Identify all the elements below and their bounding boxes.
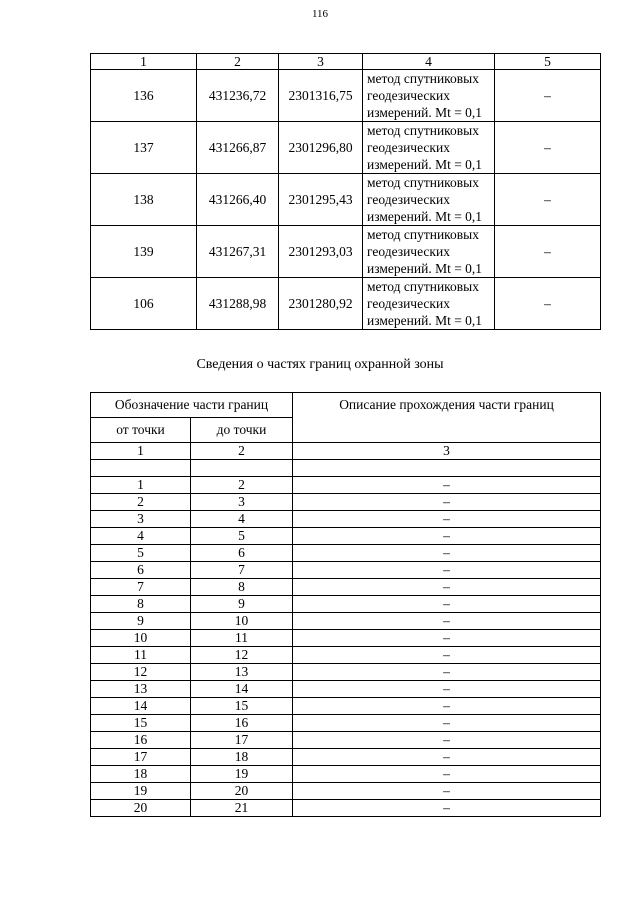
- coordinate-row: [91, 174, 601, 226]
- to-point: 9: [191, 596, 293, 613]
- from-point: 7: [91, 579, 191, 596]
- part-description: –: [293, 647, 601, 664]
- part-description: –: [293, 596, 601, 613]
- boundary-part-row: [91, 732, 601, 749]
- to-point: 14: [191, 681, 293, 698]
- boundary-part-row: [91, 800, 601, 817]
- coordinates-table: [90, 53, 601, 330]
- column-number: 4: [363, 54, 495, 70]
- boundary-part-row: [91, 613, 601, 630]
- boundary-part-row: [91, 545, 601, 562]
- method-line: метод спутниковых: [367, 227, 479, 242]
- coordinate-row: [91, 122, 601, 174]
- boundary-part-row: [91, 477, 601, 494]
- column-number: 2: [191, 443, 293, 460]
- boundary-part-row: [91, 579, 601, 596]
- method-line: метод спутниковых: [367, 175, 479, 190]
- to-point: 20: [191, 783, 293, 800]
- column-number: 1: [91, 443, 191, 460]
- boundary-part-row: [91, 766, 601, 783]
- parts-header-row: [91, 393, 601, 418]
- part-description: –: [293, 562, 601, 579]
- part-description: –: [293, 511, 601, 528]
- coordinate-x: 431267,31: [197, 226, 279, 278]
- to-point: 13: [191, 664, 293, 681]
- boundary-part-row: [91, 647, 601, 664]
- boundary-part-row: [91, 749, 601, 766]
- boundary-part-row: [91, 698, 601, 715]
- to-point: 12: [191, 647, 293, 664]
- section-title: Сведения о частях границ охранной зоны: [196, 357, 444, 372]
- part-description: –: [293, 477, 601, 494]
- header-from-point: от точки: [91, 418, 191, 443]
- part-description: –: [293, 698, 601, 715]
- to-point: 4: [191, 511, 293, 528]
- point-number: 139: [91, 226, 197, 278]
- from-point: 17: [91, 749, 191, 766]
- method-line: измерений. Mt = 0,1: [367, 209, 483, 224]
- part-description: –: [293, 528, 601, 545]
- boundary-part-row: [91, 511, 601, 528]
- column-number: 2: [197, 54, 279, 70]
- to-point: 2: [191, 477, 293, 494]
- part-description: –: [293, 783, 601, 800]
- from-point: 11: [91, 647, 191, 664]
- parts-column-numbers-row: [91, 443, 601, 460]
- from-point: 2: [91, 494, 191, 511]
- method-description: [363, 174, 495, 226]
- note: –: [495, 70, 601, 122]
- part-description: –: [293, 630, 601, 647]
- point-number: 137: [91, 122, 197, 174]
- from-point: 10: [91, 630, 191, 647]
- method-description: [363, 122, 495, 174]
- part-description: –: [293, 681, 601, 698]
- note: –: [495, 226, 601, 278]
- column-number: 3: [279, 54, 363, 70]
- boundary-parts-table: [90, 392, 601, 817]
- from-point: 8: [91, 596, 191, 613]
- method-line: геодезических: [367, 140, 450, 155]
- method-line: измерений. Mt = 0,1: [367, 261, 483, 276]
- note: –: [495, 174, 601, 226]
- from-point: 9: [91, 613, 191, 630]
- to-point: 18: [191, 749, 293, 766]
- method-line: метод спутниковых: [367, 279, 479, 294]
- method-description: [363, 226, 495, 278]
- to-point: 7: [191, 562, 293, 579]
- method-line: измерений. Mt = 0,1: [367, 313, 483, 328]
- coordinate-x: 431266,87: [197, 122, 279, 174]
- boundary-part-row: [91, 681, 601, 698]
- boundary-part-row: [91, 630, 601, 647]
- coordinate-y: 2301296,80: [279, 122, 363, 174]
- method-line: геодезических: [367, 192, 450, 207]
- boundary-part-row: [91, 664, 601, 681]
- to-point: 6: [191, 545, 293, 562]
- header-to-point: до точки: [191, 418, 293, 443]
- coordinates-header-row: [91, 54, 601, 70]
- coordinate-x: 431266,40: [197, 174, 279, 226]
- to-point: 19: [191, 766, 293, 783]
- to-point: 21: [191, 800, 293, 817]
- column-number: 3: [293, 443, 601, 460]
- part-description: –: [293, 800, 601, 817]
- part-description: –: [293, 732, 601, 749]
- from-point: 6: [91, 562, 191, 579]
- to-point: 11: [191, 630, 293, 647]
- part-description: –: [293, 494, 601, 511]
- from-point: 1: [91, 477, 191, 494]
- to-point: 3: [191, 494, 293, 511]
- coordinate-y: 2301293,03: [279, 226, 363, 278]
- coordinate-y: 2301295,43: [279, 174, 363, 226]
- to-point: 17: [191, 732, 293, 749]
- boundary-part-row: [91, 715, 601, 732]
- point-number: 138: [91, 174, 197, 226]
- coordinate-y: 2301280,92: [279, 278, 363, 330]
- coordinate-x: 431288,98: [197, 278, 279, 330]
- method-line: измерений. Mt = 0,1: [367, 105, 483, 120]
- coordinate-y: 2301316,75: [279, 70, 363, 122]
- to-point: 16: [191, 715, 293, 732]
- part-description: –: [293, 766, 601, 783]
- header-boundary-designation: Обозначение части границ: [91, 393, 293, 418]
- method-description: [363, 278, 495, 330]
- coordinate-row: [91, 70, 601, 122]
- part-description: –: [293, 715, 601, 732]
- coordinate-row: [91, 226, 601, 278]
- method-line: геодезических: [367, 244, 450, 259]
- from-point: 3: [91, 511, 191, 528]
- from-point: 14: [91, 698, 191, 715]
- boundary-part-row: [91, 596, 601, 613]
- from-point: 19: [91, 783, 191, 800]
- from-point: 5: [91, 545, 191, 562]
- point-number: 106: [91, 278, 197, 330]
- from-point: 20: [91, 800, 191, 817]
- to-point: 10: [191, 613, 293, 630]
- column-number: 5: [495, 54, 601, 70]
- from-point: 13: [91, 681, 191, 698]
- from-point: 12: [91, 664, 191, 681]
- boundary-part-row: [91, 562, 601, 579]
- header-description: Описание прохождения части границ: [293, 393, 601, 443]
- method-line: геодезических: [367, 296, 450, 311]
- boundary-part-row: [91, 783, 601, 800]
- method-line: измерений. Mt = 0,1: [367, 157, 483, 172]
- column-number: 1: [91, 54, 197, 70]
- boundary-part-row: [91, 528, 601, 545]
- method-line: геодезических: [367, 88, 450, 103]
- method-description: [363, 70, 495, 122]
- coordinate-x: 431236,72: [197, 70, 279, 122]
- page-number: 116: [311, 8, 329, 20]
- point-number: 136: [91, 70, 197, 122]
- method-line: метод спутниковых: [367, 123, 479, 138]
- part-description: –: [293, 749, 601, 766]
- from-point: 15: [91, 715, 191, 732]
- part-description: –: [293, 613, 601, 630]
- from-point: 18: [91, 766, 191, 783]
- note: –: [495, 278, 601, 330]
- part-description: –: [293, 545, 601, 562]
- coordinate-row: [91, 278, 601, 330]
- note: –: [495, 122, 601, 174]
- from-point: 16: [91, 732, 191, 749]
- boundary-part-row: [91, 494, 601, 511]
- part-description: –: [293, 579, 601, 596]
- from-point: 4: [91, 528, 191, 545]
- method-line: метод спутниковых: [367, 71, 479, 86]
- empty-row: [91, 460, 601, 477]
- to-point: 8: [191, 579, 293, 596]
- to-point: 15: [191, 698, 293, 715]
- part-description: –: [293, 664, 601, 681]
- to-point: 5: [191, 528, 293, 545]
